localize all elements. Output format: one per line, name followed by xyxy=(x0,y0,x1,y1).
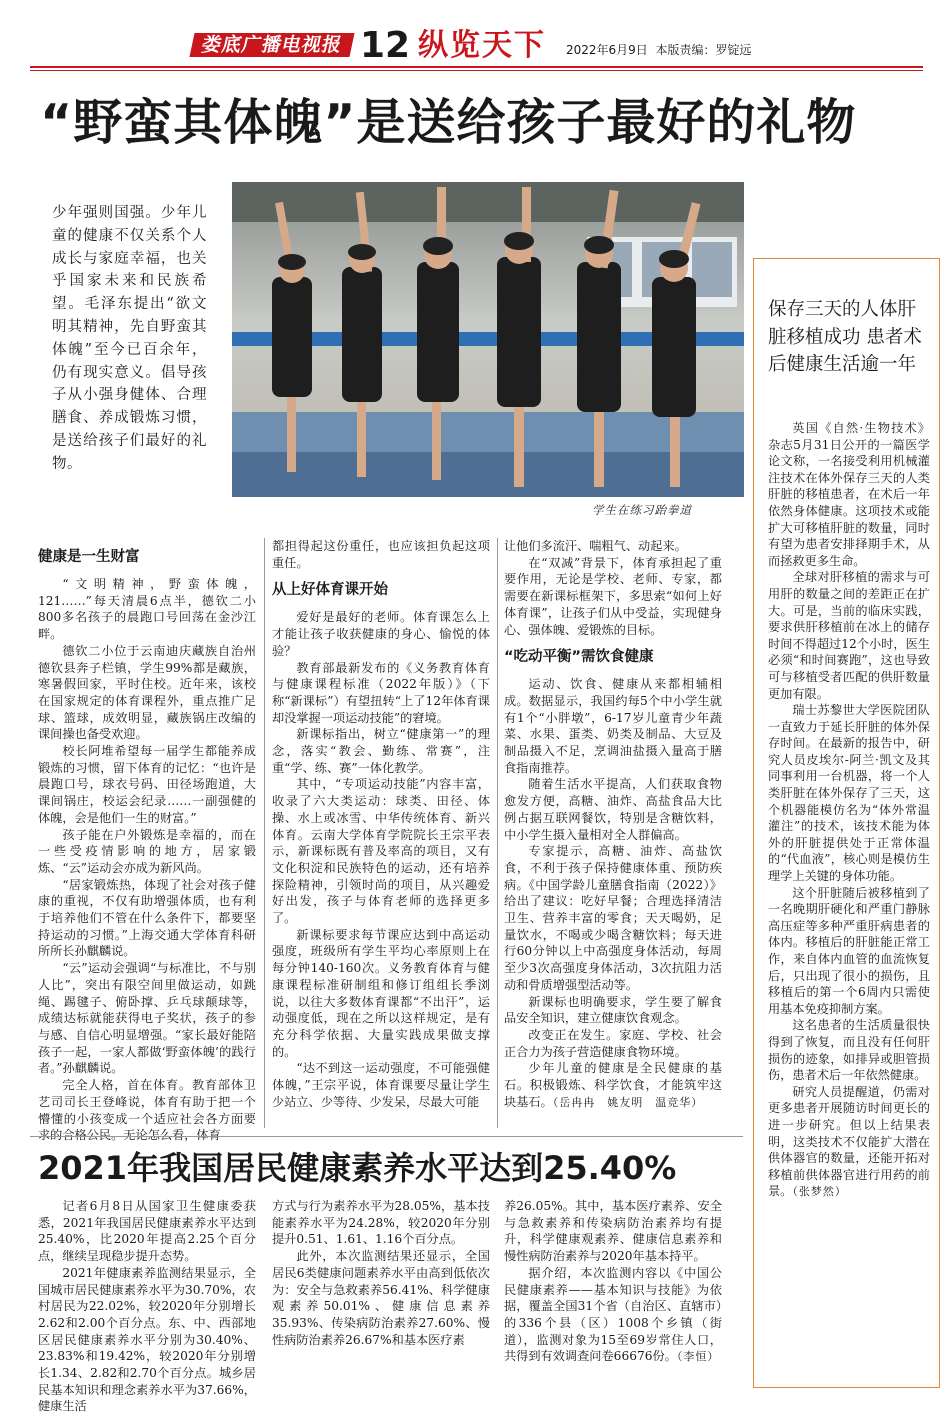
date-editor-line xyxy=(566,42,751,58)
paragraph: 此外，本次监测结果还显示，全国居民6类健康问题素养水平由高到低依次为：安全与急救素养56.41%、科学健康观素养50.01%、健康信息素养35.93%、传染病防治素养27.60%、慢性病防治素养26.67%和基本医疗素 xyxy=(272,1249,490,1347)
paragraph: 让他们多流汗、喘粗气、动起来。 xyxy=(504,539,687,553)
article2-column-3 xyxy=(504,1198,722,1366)
paragraph: 随着生活水平提高，人们获取食物愈发方便，高糖、油炸、高盐食品大比例占据互联网餐饮，特别是含糖饮料，中小学生摄入量相对全人群偏高。 xyxy=(504,777,722,842)
subheading-pe-class: 从上好体育课开始 xyxy=(272,582,388,599)
article-divider xyxy=(30,1136,743,1137)
author-credit: （李恒） xyxy=(676,1350,720,1364)
page-number: 12 xyxy=(360,25,411,66)
subheading-diet: “吃动平衡”需饮食健康 xyxy=(504,649,654,666)
paragraph: 新课标指出，树立“健康第一”的理念，落实“教会、勤练、常赛”，注重“学、练、赛”一体化教学。 xyxy=(272,727,490,775)
newspaper-masthead: 娄底广播电视报 xyxy=(189,33,354,57)
article-column-2 xyxy=(272,538,490,1111)
paragraph: “达不到这一运动强度，不可能强健体魄，”王宗平说，体育课要尽量让学生少站立、少等待、少发呆，尽最大可能 xyxy=(272,1061,490,1109)
header-rule xyxy=(30,66,923,68)
sidebar-body xyxy=(768,420,930,1201)
page-editor: 本版责编：罗锭远 xyxy=(655,43,752,57)
paragraph: 专家提示，高糖、油炸、高盐饮食，不利于孩子保持健康体重、预防疾病。《中国学龄儿童膳食指南（2022）》给出了建议：吃好早餐；合理选择清洁卫生、营养丰富的零食；天天喝奶，足量饮水，不喝或少喝含糖饮料；每天进行60分钟以上中高强度身体活动，每周至少3次高强度身体活动，3次抗阻力活动和骨质增强型活动等。 xyxy=(504,844,722,992)
second-headline: 2021年我国居民健康素养水平达到25.40% xyxy=(38,1149,677,1187)
paragraph: 方式与行为素养水平为28.05%，基本技能素养水平为24.28%，较2020年分别提升0.51、1.61、1.16个百分点。 xyxy=(272,1199,490,1247)
paragraph: 这个肝脏随后被移植到了一名晚期肝硬化和严重门静脉高压症等多种严重肝病患者的体内。移植后的肝脏能正常工作，来自体内血管的血流恢复后，只出现了很小的损伤，且移植后的第一个6周内只需使用基本免疫抑制方案。 xyxy=(768,885,930,1016)
paragraph: 英国《自然·生物技术》杂志5月31日公开的一篇医学论文称，一名接受利用机械灌注技术在体外保存三天的人类肝脏的移植患者，在术后一年依然身体健康。这项技术或能扩大可移植肝脏的数量，同时有望为患者安排择期手术，从而拯救更多生命。 xyxy=(768,421,930,568)
author-credit: （岳冉冉 姚友明 温竞华） xyxy=(552,1095,704,1109)
paragraph-text: 少年儿童的健康是全民健康的基石。积极锻炼、科学饮食，才能筑牢这块基石。 xyxy=(504,1061,722,1109)
article2-column-1 xyxy=(38,1198,256,1415)
column-divider xyxy=(264,538,265,1128)
main-headline: “野蛮其体魄”是送给孩子最好的礼物 xyxy=(40,94,857,151)
paragraph: “文明精神，野蛮体魄，121……”每天清晨6点半，德钦二小800多名孩子的晨跑口号回荡在金沙江畔。 xyxy=(38,577,256,642)
paragraph: 这名患者的生活质量很快得到了恢复，而且没有任何肝损伤的迹象，如排异或胆管损伤，患者术后一年依然健康。 xyxy=(768,1018,930,1083)
column-divider xyxy=(497,538,498,1128)
paragraph: 瑞士苏黎世大学医院团队一直致力于延长肝脏的体外保存时间。在最新的报告中，研究人员皮埃尔-阿兰·凯文及其同事利用一台机器，将一个人类肝脏在体外保存了三天，这个机器能模仿名为“体外常温灌注”的技术，该技术能为体外的肝脏提供处于正常体温的“代血液”，核心则是模仿生理学上关键的身体功能。 xyxy=(768,703,930,884)
paragraph: 新课标也明确要求，学生要了解食品安全知识，建立健康饮食观念。 xyxy=(504,994,722,1026)
paragraph-text: 据介绍，本次监测内容以《中国公民健康素养——基本知识与技能》为依据，覆盖全国31个省（自治区、直辖市）的336个县（区）1008个乡镇（街道），监测对象为15至69岁常住人口，共得到有效调查问卷66676份。 xyxy=(504,1265,722,1364)
sidebar-headline: 保存三天的人体肝脏移植成功 患者术后健康生活逾一年 xyxy=(768,299,922,375)
paragraph: 德钦二小位于云南迪庆藏族自治州德钦县奔子栏镇，学生99%都是藏族，寒暑假回家，平时住校。近年来，该校在国家规定的体育课程外，重点推广足球、篮球，成效明显，藏族锅庄改编的课间操也备受欢迎。 xyxy=(38,643,256,742)
paragraph: 校长阿堆希望每一届学生都能养成锻炼的习惯，留下体育的记忆：“也许是晨跑口号，球衣号码、田径场跑道，大课间锅庄，校运会纪录……一副强健的体魄，会是他们一生的财富。” xyxy=(38,744,256,825)
paragraph: 其中，“专项运动技能”内容丰富，收录了六大类运动：球类、田径、体操、水上或冰雪、中华传统体育、新兴体育。云南大学体育学院院长王宗平表示，新课标既有普及率高的项目，又有文化积淀和民族特色的运动，还有培养探险精神，引领时尚的项目，从兴趣爱好出发，孩子与体育老师的选择更多了。 xyxy=(272,777,490,926)
photo-caption: 学生在练习跆拳道 xyxy=(592,503,692,517)
paragraph: 运动、饮食、健康从来都相辅相成。数据显示，我国约每5个中小学生就有1个“小胖墩”，6-17岁儿童青少年蔬菜、水果、蛋类、奶类及制品、大豆及制品摄入不足，烹调油盐摄入量高于膳食指南推荐。 xyxy=(504,677,722,775)
paragraph: 爱好是最好的老师。体育课怎么上才能让孩子收获健康的身心、愉悦的体验？ xyxy=(272,610,490,658)
paragraph: 改变正在发生。家庭、学校、社会正合力为孩子营造健康食物环境。 xyxy=(504,1027,722,1059)
paragraph: 新课标要求每节课应达到中高运动强度，班级所有学生平均心率原则上在每分钟140-160次。义务教育体育与健康课程标准研制组和修订组组长季浏说，以往大多数体育课都“不出汗”，运动强度低，现在之所以这样规定，是有充分科学依据、大量实践成果做支撑的。 xyxy=(272,927,490,1059)
paragraph: 完全人格，首在体育。教育部体卫艺司司长王登峰说，体育有助于把一个懵懂的小孩变成一个适应社会各方面要求的合格公民。无论怎么看，体育 xyxy=(38,1078,256,1143)
paragraph: 养26.05%。其中，基本医疗素养、安全与急救素养和传染病防治素养均有提升，科学健康观素养、健康信息素养和慢性病防治素养与2020年基本持平。 xyxy=(504,1199,722,1264)
paragraph: 全球对肝移植的需求与可用肝的数量之间的差距正在扩大。可是，当前的临床实践，要求供肝移植前在冰上的储存时间不得超过12个小时，医生必须“和时间赛跑”，这也导致可与移植受者匹配的供肝数量更加有限。 xyxy=(768,570,930,701)
paragraph xyxy=(504,1265,722,1366)
paragraph: 孩子能在户外锻炼是幸福的，而在一些受疫情影响的地方，居家锻炼、“云”运动会亦成为新风尚。 xyxy=(38,827,256,875)
issue-date: 2022年6月9日 xyxy=(566,43,648,57)
paragraph-text: 研究人员提醒道，仍需对更多患者开展随访时间更长的进一步研究。但以上结果表明，这类技术不仅能扩大潜在供体器官的数量，还能开拓对移植前供体器官进行用药的前景。 xyxy=(768,1084,930,1199)
photo-illustration xyxy=(232,182,744,497)
paragraph xyxy=(768,1084,930,1201)
lead-paragraph: 少年强则国强。少年儿童的健康不仅关系个人成长与家庭幸福，也关乎国家未来和民族希望。毛泽东提出“欲文明其精神，先自野蛮其体魄”至今已百余年，仍有现实意义。倡导孩子从小强身健体、合理膳食、养成锻炼习惯，是送给孩子们最好的礼物。 xyxy=(52,205,207,472)
header-rule-thin xyxy=(30,70,923,71)
section-title: 纵览天下 xyxy=(418,28,546,63)
taekwondo-photo xyxy=(232,182,744,497)
paragraph: 记者6月8日从国家卫生健康委获悉，2021年我国居民健康素养水平达到25.40%，比2020年提高2.25个百分点，继续呈现稳步提升态势。 xyxy=(38,1199,256,1264)
article-column-1 xyxy=(38,538,256,1144)
paragraph: 在“双减”背景下，体育承担起了重要作用，无论是学校、老师、专家，都需要在新课标框架下，多思索“如何上好体育课”，让孩子们从中受益，实现健身心、强体魄、爱锻炼的目标。 xyxy=(504,555,722,637)
article-column-3 xyxy=(504,538,722,1112)
article2-column-2 xyxy=(272,1198,490,1348)
paragraph: “云”运动会强调“与标准比，不与别人比”，突出有限空间里做运动，如跳绳、踢毽子、俯卧撑、乒乓球颠球等，成绩达标就能获得电子奖状，孩子的参与感、自信心明显增强。“家长最好能陪孩子一起，一家人都做‘野蛮体魄’的践行者。”孙麒麟说。 xyxy=(38,961,256,1076)
paragraph: 都担得起这份重任，也应该担负起这项重任。 xyxy=(272,539,490,570)
paragraph: 教育部最新发布的《义务教育体育与健康课程标准（2022年版）》（下称“新课标”）有望扭转“上了12年体育课却没掌握一项运动技能”的窘境。 xyxy=(272,660,490,725)
author-credit: （张梦然） xyxy=(792,1185,847,1199)
paragraph xyxy=(504,1060,722,1111)
paragraph: “居家锻炼热，体现了社会对孩子健康的重视，不仅有助增强体质，也有利于培养他们不管在什么条件下，都要坚持运动的习惯。”上海交通大学体育科研所所长孙麒麟说。 xyxy=(38,877,256,959)
subheading-health-wealth: 健康是一生财富 xyxy=(38,549,140,565)
paragraph: 2021年健康素养监测结果显示，全国城市居民健康素养水平为30.70%，农村居民为22.02%，较2020年分别增长2.62和2.00个百分点。东、中、西部地区居民健康素养水平分别为30.40%、23.83%和19.42%，较2020年分别增长1.34、2.82和2.70个百分点。城乡居民基本知识和理念素养水平为37.66%，健康生活 xyxy=(38,1265,256,1414)
